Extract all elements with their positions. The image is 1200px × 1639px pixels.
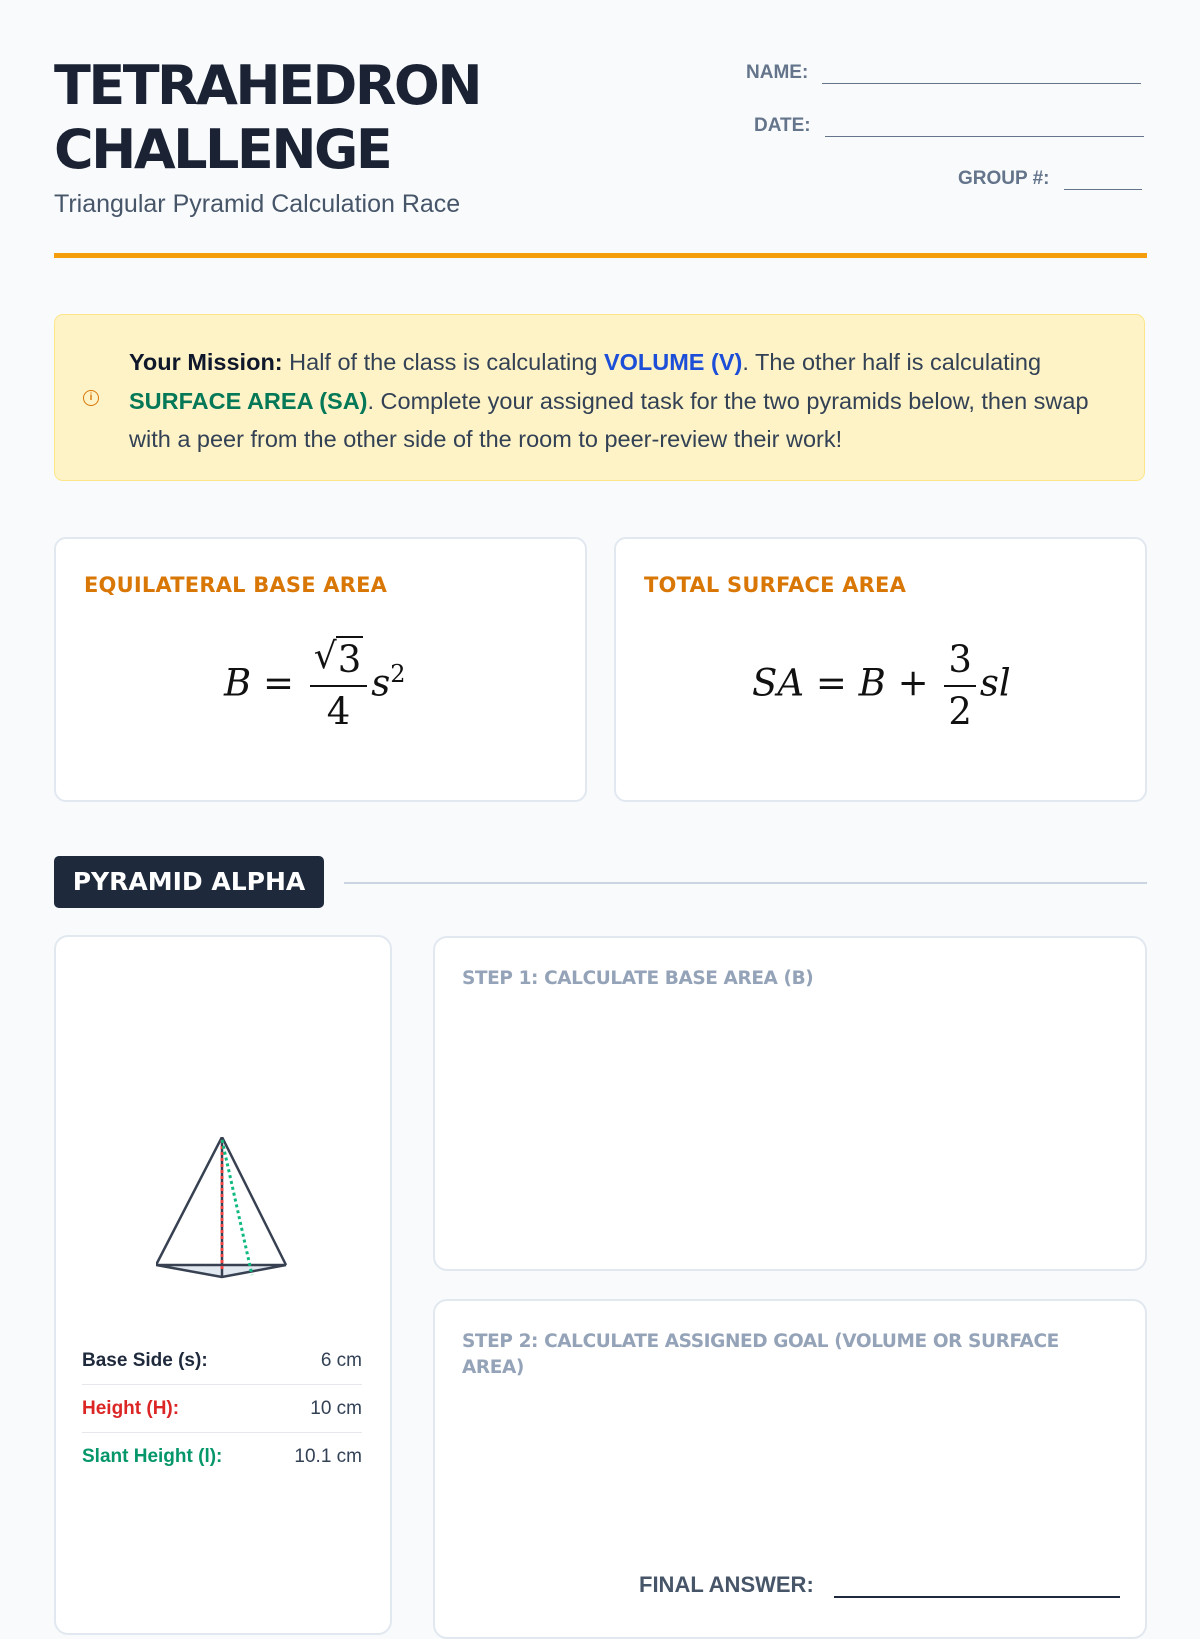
surface-area-formula: SA = B + $\frac{3}{2}$ sl [752,635,1011,737]
step-1-label: STEP 1: CALCULATE BASE AREA (B) [462,968,814,989]
title-line-2: CHALLENGE [54,118,391,181]
mission-text [129,343,1119,459]
surface-area-title: TOTAL SURFACE AREA [644,573,907,597]
base-side-label: Base Side (s): [82,1349,208,1371]
name-input-line[interactable] [822,63,1141,84]
info-icon: i [83,390,99,406]
slant-height-value: 10.1 cm [294,1445,362,1467]
mission-callout [54,314,1145,481]
date-field [754,115,1144,137]
pyramid-diagram [156,1137,288,1297]
pyramid-alpha-card [54,935,392,1635]
height-label: Height (H): [82,1397,180,1419]
slant-height-line [222,1140,252,1275]
final-answer-line[interactable] [834,1576,1120,1598]
mission-lead: Your Mission: [129,349,283,375]
page-title [54,54,614,182]
base-area-title: EQUILATERAL BASE AREA [84,573,388,597]
worksheet-page [54,0,1147,1600]
name-label: NAME: [746,62,809,83]
step-2-workspace[interactable] [433,1299,1147,1639]
group-label: GROUP #: [958,168,1050,189]
pyramid-dimensions [82,1337,362,1480]
mission-part-3: . Complete your assigned task for the two pyramids below, then swap with a peer from the other side of the room to peer-review their work! [129,387,1089,452]
name-field [746,62,1141,84]
date-input-line[interactable] [825,116,1144,137]
slant-height-label: Slant Height (l): [82,1445,223,1467]
title-line-1: TETRAHEDRON [54,54,481,117]
page-subtitle: Triangular Pyramid Calculation Race [54,190,461,218]
mission-part-1: Half of the class is calculating [282,349,604,375]
mission-part-2: . The other half is calculating [742,349,1042,375]
height-value: 10 cm [310,1397,362,1419]
step-1-workspace[interactable] [433,936,1147,1271]
base-area-formula-card [54,537,587,802]
header-divider [54,253,1147,258]
final-answer-label: FINAL ANSWER: [639,1572,814,1597]
section-pyramid-alpha: PYRAMID ALPHA [54,856,324,908]
volume-highlight: VOLUME (V) [603,349,743,375]
section-divider [344,882,1147,884]
final-answer-field [639,1572,1120,1598]
group-field [958,168,1142,190]
dim-row-base-side [82,1337,362,1385]
step-2-label: STEP 2: CALCULATE ASSIGNED GOAL (VOLUME OR SURFACE AREA) [462,1331,1059,1378]
dim-row-slant-height [82,1433,362,1480]
group-input-line[interactable] [1064,169,1142,190]
base-area-formula: B = √ 3 4 $s^2$ [224,636,406,733]
surface-area-formula-card [614,537,1147,802]
base-side-value: 6 cm [320,1349,362,1371]
surface-area-highlight: SURFACE AREA (SA) [129,387,368,414]
date-label: DATE: [754,115,811,136]
dim-row-height [82,1385,362,1433]
